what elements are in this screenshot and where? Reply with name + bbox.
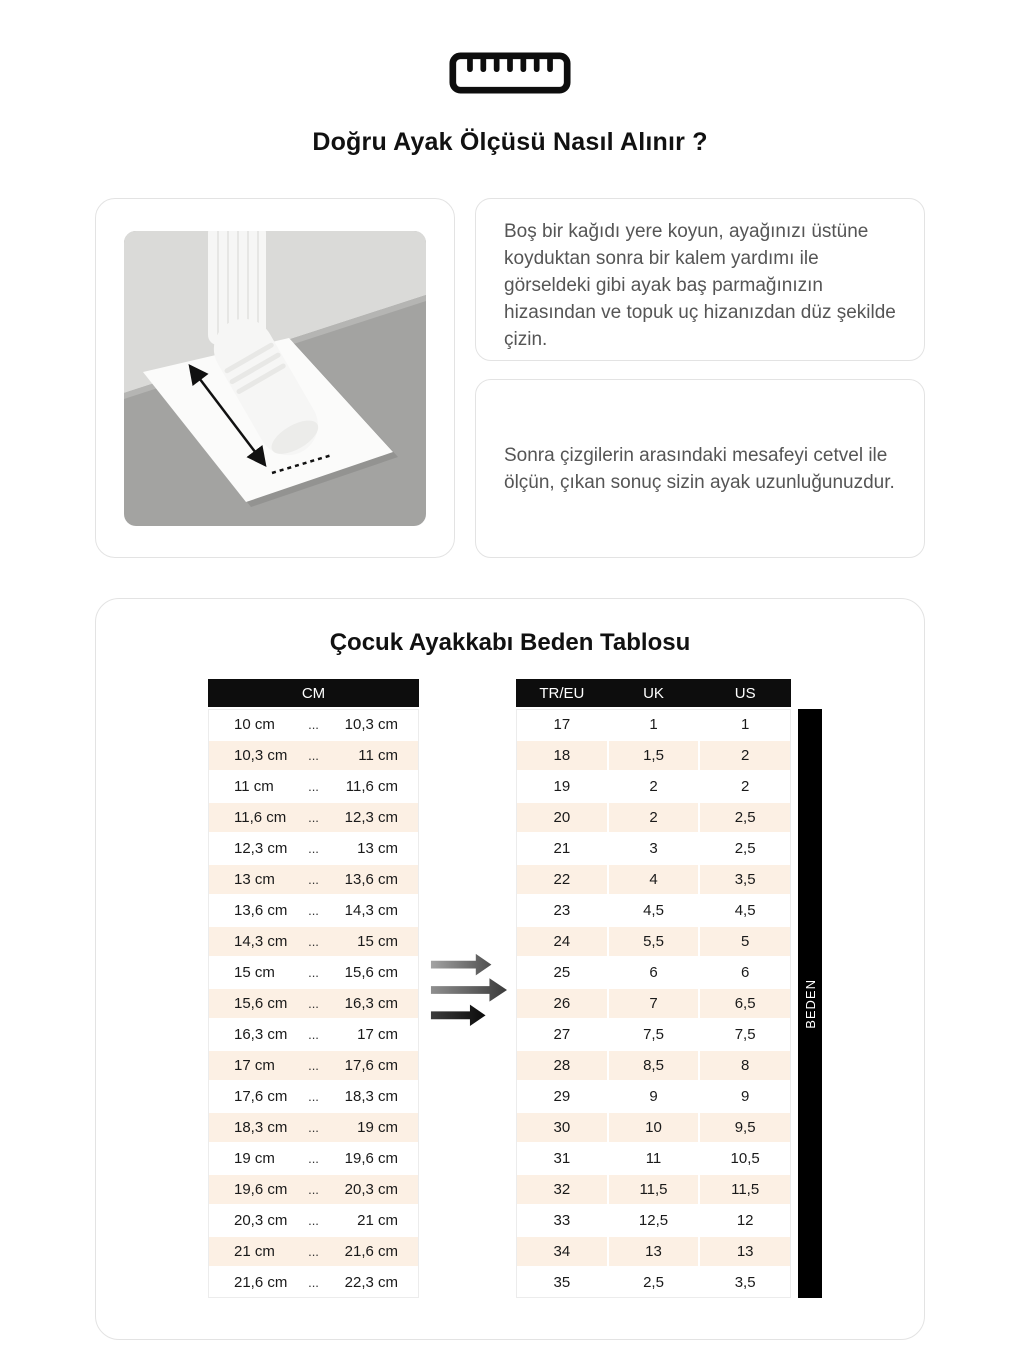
intl-table-body <box>516 709 791 1298</box>
instruction-card-2 <box>475 379 925 558</box>
table-row <box>517 1237 790 1266</box>
intl-cell: 2 <box>609 803 699 832</box>
instruction-steps <box>475 198 925 558</box>
intl-cell: 24 <box>517 927 607 956</box>
intl-cell: 28 <box>517 1051 607 1080</box>
cm-cell-from: 15 cm <box>234 964 275 981</box>
cm-cell-separator: ... <box>308 1275 319 1290</box>
table-row <box>209 803 418 832</box>
foot-measure-illustration <box>124 231 426 526</box>
intl-cell: 6,5 <box>700 989 790 1018</box>
table-row <box>209 1175 418 1204</box>
intl-cell: 10 <box>609 1113 699 1142</box>
cm-cell-from: 21,6 cm <box>234 1274 288 1291</box>
intl-cell: 13 <box>700 1237 790 1266</box>
instruction-card-1 <box>475 198 925 361</box>
intl-cell: 2 <box>700 772 790 801</box>
table-row <box>209 1144 418 1173</box>
cm-cell-separator: ... <box>308 1182 319 1197</box>
intl-table-header <box>516 679 791 707</box>
cm-cell-separator: ... <box>308 748 319 763</box>
table-row <box>209 896 418 925</box>
intl-cell: 26 <box>517 989 607 1018</box>
intl-cell: 25 <box>517 958 607 987</box>
table-row <box>209 1113 418 1142</box>
cm-cell-from: 19 cm <box>234 1150 275 1167</box>
measure-section <box>95 198 925 558</box>
cm-cell-separator: ... <box>308 872 319 887</box>
intl-cell: 11,5 <box>609 1175 699 1204</box>
transfer-arrows-icon <box>429 950 507 1028</box>
cm-cell-from: 17,6 cm <box>234 1088 288 1105</box>
cm-cell-separator: ... <box>308 1027 319 1042</box>
cm-cell-from: 11,6 cm <box>234 809 287 826</box>
measure-photo-card <box>95 198 455 558</box>
intl-cell: 22 <box>517 865 607 894</box>
intl-cell: 3,5 <box>700 1268 790 1297</box>
cm-cell-to: 22,3 cm <box>344 1274 398 1291</box>
intl-header-us: US <box>734 684 756 702</box>
intl-cell: 30 <box>517 1113 607 1142</box>
table-row <box>209 1051 418 1080</box>
table-row <box>517 989 790 1018</box>
cm-table <box>208 679 419 1298</box>
intl-cell: 2,5 <box>700 834 790 863</box>
cm-cell-to: 15,6 cm <box>344 964 398 981</box>
intl-cell: 2,5 <box>700 803 790 832</box>
cm-cell-separator: ... <box>308 717 319 732</box>
intl-cell: 4 <box>609 865 699 894</box>
intl-cell: 11,5 <box>700 1175 790 1204</box>
cm-cell-to: 19,6 cm <box>344 1150 398 1167</box>
table-row <box>517 1020 790 1049</box>
table-row <box>517 803 790 832</box>
intl-cell: 1 <box>609 710 699 739</box>
intl-cell: 3 <box>609 834 699 863</box>
instruction-text-1: Boş bir kağıdı yere koyun, ayağınızı üstüne koyduktan sonra bir kalem yardımı ile görseldeki gibi ayak baş parmağınızın hizasından ve topuk uç hizanızdan düz şekilde çizin. <box>504 221 896 350</box>
table-row <box>517 1206 790 1235</box>
intl-header-treu: TR/EU <box>539 684 585 702</box>
cm-cell-from: 17 cm <box>234 1057 275 1074</box>
cm-cell-from: 20,3 cm <box>234 1212 288 1229</box>
table-row <box>517 772 790 801</box>
cm-cell-from: 19,6 cm <box>234 1181 288 1198</box>
cm-cell-to: 19 cm <box>357 1119 398 1136</box>
intl-table <box>516 679 791 1298</box>
intl-cell: 2,5 <box>609 1268 699 1297</box>
intl-cell: 20 <box>517 803 607 832</box>
cm-cell-to: 11,6 cm <box>345 778 398 795</box>
intl-cell: 21 <box>517 834 607 863</box>
intl-cell: 5,5 <box>609 927 699 956</box>
size-table-card <box>95 598 925 1340</box>
intl-cell: 19 <box>517 772 607 801</box>
size-table-title: Çocuk Ayakkabı Beden Tablosu <box>329 629 691 656</box>
table-row <box>517 1113 790 1142</box>
intl-cell: 29 <box>517 1082 607 1111</box>
cm-cell-separator: ... <box>308 996 319 1011</box>
cm-cell-separator: ... <box>308 841 319 856</box>
intl-cell: 2 <box>609 772 699 801</box>
table-row <box>517 896 790 925</box>
table-row <box>517 741 790 770</box>
intl-cell: 34 <box>517 1237 607 1266</box>
table-row <box>209 1082 418 1111</box>
intl-cell: 27 <box>517 1020 607 1049</box>
table-row <box>209 1237 418 1266</box>
cm-cell-to: 15 cm <box>357 933 398 950</box>
intl-cell: 31 <box>517 1144 607 1173</box>
cm-table-body <box>208 709 419 1298</box>
cm-header-label: CM <box>301 684 326 702</box>
intl-cell: 1,5 <box>609 741 699 770</box>
cm-cell-from: 11 cm <box>234 778 274 795</box>
intl-cell: 35 <box>517 1268 607 1297</box>
table-row <box>517 1144 790 1173</box>
cm-cell-from: 14,3 cm <box>234 933 288 950</box>
intl-cell: 3,5 <box>700 865 790 894</box>
intl-cell: 6 <box>700 958 790 987</box>
cm-cell-to: 20,3 cm <box>344 1181 398 1198</box>
intl-cell: 7,5 <box>609 1020 699 1049</box>
table-row <box>517 1082 790 1111</box>
table-row <box>209 741 418 770</box>
table-row <box>209 1206 418 1235</box>
intl-cell: 12 <box>700 1206 790 1235</box>
table-row <box>517 834 790 863</box>
cm-cell-from: 10,3 cm <box>234 747 288 764</box>
cm-cell-from: 21 cm <box>234 1243 275 1260</box>
cm-cell-from: 13,6 cm <box>234 902 288 919</box>
cm-cell-separator: ... <box>308 1058 319 1073</box>
table-row <box>517 958 790 987</box>
intl-cell: 6 <box>609 958 699 987</box>
table-row <box>209 865 418 894</box>
cm-cell-from: 10 cm <box>234 716 275 733</box>
instruction-text-2: Sonra çizgilerin arasındaki mesafeyi cetvel ile ölçün, çıkan sonuç sizin ayak uzunluğunuzdur. <box>504 444 895 493</box>
intl-cell: 1 <box>700 710 790 739</box>
table-row <box>517 927 790 956</box>
arrow-gap <box>419 679 516 1298</box>
beden-side-bar <box>798 709 822 1298</box>
table-row <box>209 710 418 739</box>
cm-cell-from: 12,3 cm <box>234 840 288 857</box>
ruler-icon-wrap <box>95 0 925 94</box>
table-row <box>517 1268 790 1297</box>
table-row <box>517 1051 790 1080</box>
intl-cell: 18 <box>517 741 607 770</box>
cm-cell-to: 13 cm <box>357 840 398 857</box>
intl-cell: 7,5 <box>700 1020 790 1049</box>
table-row <box>209 958 418 987</box>
cm-cell-separator: ... <box>308 1151 319 1166</box>
table-row <box>209 989 418 1018</box>
table-row <box>517 865 790 894</box>
intl-cell: 9,5 <box>700 1113 790 1142</box>
cm-cell-from: 13 cm <box>234 871 275 888</box>
cm-cell-separator: ... <box>308 1213 319 1228</box>
intl-cell: 17 <box>517 710 607 739</box>
cm-cell-separator: ... <box>308 1089 319 1104</box>
intl-cell: 11 <box>609 1144 699 1173</box>
table-row <box>517 710 790 739</box>
intl-cell: 7 <box>609 989 699 1018</box>
cm-cell-separator: ... <box>308 903 319 918</box>
cm-cell-to: 11 cm <box>358 747 398 764</box>
cm-cell-to: 17 cm <box>357 1026 398 1043</box>
cm-table-header <box>208 679 419 707</box>
intl-cell: 4,5 <box>700 896 790 925</box>
cm-cell-to: 12,3 cm <box>344 809 398 826</box>
cm-cell-separator: ... <box>308 965 319 980</box>
intl-cell: 4,5 <box>609 896 699 925</box>
intl-cell: 2 <box>700 741 790 770</box>
cm-cell-separator: ... <box>308 1120 319 1135</box>
intl-cell: 9 <box>609 1082 699 1111</box>
beden-label: BEDEN <box>802 978 818 1029</box>
intl-cell: 13 <box>609 1237 699 1266</box>
cm-cell-separator: ... <box>308 810 319 825</box>
cm-cell-separator: ... <box>308 779 319 794</box>
intl-cell: 10,5 <box>700 1144 790 1173</box>
intl-cell: 33 <box>517 1206 607 1235</box>
page-title: Doğru Ayak Ölçüsü Nasıl Alınır ? <box>312 128 708 156</box>
cm-cell-to: 21,6 cm <box>344 1243 398 1260</box>
ruler-icon <box>449 52 571 94</box>
intl-cell: 5 <box>700 927 790 956</box>
cm-cell-to: 14,3 cm <box>344 902 398 919</box>
page-root <box>95 0 925 1340</box>
table-row <box>209 1268 418 1297</box>
cm-cell-to: 10,3 cm <box>344 716 398 733</box>
cm-cell-from: 18,3 cm <box>234 1119 288 1136</box>
intl-header-uk: UK <box>643 684 664 702</box>
cm-cell-to: 16,3 cm <box>344 995 398 1012</box>
table-row <box>209 1020 418 1049</box>
table-row <box>209 772 418 801</box>
intl-cell: 12,5 <box>609 1206 699 1235</box>
table-row <box>209 834 418 863</box>
cm-cell-from: 16,3 cm <box>234 1026 288 1043</box>
table-row <box>517 1175 790 1204</box>
cm-cell-from: 15,6 cm <box>234 995 288 1012</box>
cm-cell-separator: ... <box>308 1244 319 1259</box>
intl-cell: 32 <box>517 1175 607 1204</box>
intl-cell: 23 <box>517 896 607 925</box>
size-tables <box>96 679 924 1298</box>
intl-cell: 8,5 <box>609 1051 699 1080</box>
intl-cell: 9 <box>700 1082 790 1111</box>
cm-cell-to: 18,3 cm <box>344 1088 398 1105</box>
cm-cell-to: 21 cm <box>357 1212 398 1229</box>
intl-cell: 8 <box>700 1051 790 1080</box>
table-row <box>209 927 418 956</box>
cm-cell-to: 13,6 cm <box>344 871 398 888</box>
cm-cell-to: 17,6 cm <box>344 1057 398 1074</box>
cm-cell-separator: ... <box>308 934 319 949</box>
